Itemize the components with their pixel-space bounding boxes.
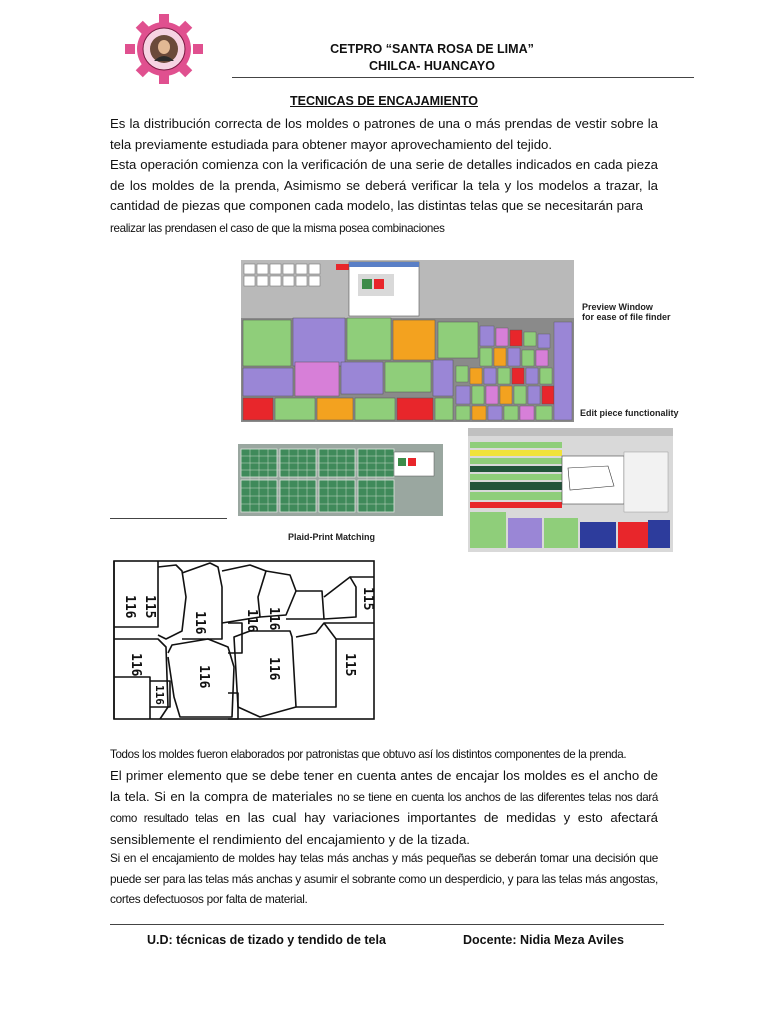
paragraph-fabric-width-b: no se tiene en cuenta los anchos de las diferentes telas nos dará como resultado telas — [110, 790, 658, 825]
paragraph-intro: Es la distribución correcta de los moldes o patrones de una o más prendas de vestir sobre la tela previamente estudiada para obtener mayor aprovechamiento del tejido. — [110, 116, 658, 152]
paragraph-operation: Esta operación comienza con la verificación de una serie de detalles indicados en cada pieza de los moldes de la prenda, Asimismo se deberá verificar la tela y los modelos a trazar, la cantidad de piezas que componen cada modelo, las distintas telas que se necesitarán para — [110, 157, 658, 213]
paragraph-fabric-width-c: en las cual hay variaciones importantes de medidas y esto afectará sensiblemente el rendimiento del encajamiento y de la tizada. — [110, 810, 658, 847]
footer-divider — [110, 924, 664, 925]
marker-label-8: 116 — [196, 665, 211, 689]
paragraph-fabric-width — [110, 766, 658, 850]
figure-divider — [110, 518, 227, 519]
paragraph-patternmakers: Todos los moldes fueron elaborados por patronistas que obtuvo así los distintos componentes de la prenda. — [110, 748, 627, 761]
software-screenshots — [228, 256, 686, 552]
marker-label-9: 116 — [266, 657, 281, 681]
footer-teacher: Docente: Nidia Meza Aviles — [463, 933, 624, 947]
paragraph-fabric-width-a: El primer elemento que se debe tener en cuenta antes de encajar los moldes es el ancho de la tela. Si en la compra de materiales — [110, 768, 658, 804]
marker-label-5: 116 — [266, 607, 281, 631]
marker-layout-diagram — [110, 557, 378, 723]
marker-label-6: 115 — [360, 587, 375, 611]
marker-label-4: 116 — [244, 609, 259, 633]
caption-preview-window: Preview Window — [582, 302, 653, 312]
marker-software-figure — [228, 256, 686, 552]
header-institution: CETPRO “SANTA ROSA DE LIMA” — [330, 42, 534, 56]
header-location: CHILCA- HUANCAYO — [369, 59, 495, 73]
marker-label-2: 115 — [142, 595, 157, 619]
paragraph-operation-end: realizar las prendasen el caso de que la misma posea combinaciones — [110, 222, 445, 235]
page-title: TECNICAS DE ENCAJAMIENTO — [290, 94, 478, 108]
paragraph-fabric-decision: Si en el encajamiento de moldes hay telas más anchas y más pequeñas se deberán tomar una decisión que puede ser para las telas más anchas y asumir el sobrante como un desperdicio, y para las telas más angostas, cortes defectuosos por falta de material. — [110, 851, 658, 906]
header-divider — [232, 77, 694, 78]
footer-course: U.D: técnicas de tizado y tendido de tela — [147, 933, 386, 947]
caption-edit-piece: Edit piece functionality — [580, 408, 679, 418]
caption-preview-subtitle: for ease of file finder — [582, 312, 671, 322]
marker-label-10: 115 — [342, 653, 357, 677]
institution-logo — [122, 14, 206, 84]
marker-label-7: 116 — [128, 653, 143, 677]
caption-plaid-print: Plaid-Print Matching — [288, 532, 376, 542]
marker-label-1: 116 — [122, 595, 137, 619]
marker-label-11: 116 — [153, 685, 166, 705]
marker-label-3: 116 — [192, 611, 207, 635]
